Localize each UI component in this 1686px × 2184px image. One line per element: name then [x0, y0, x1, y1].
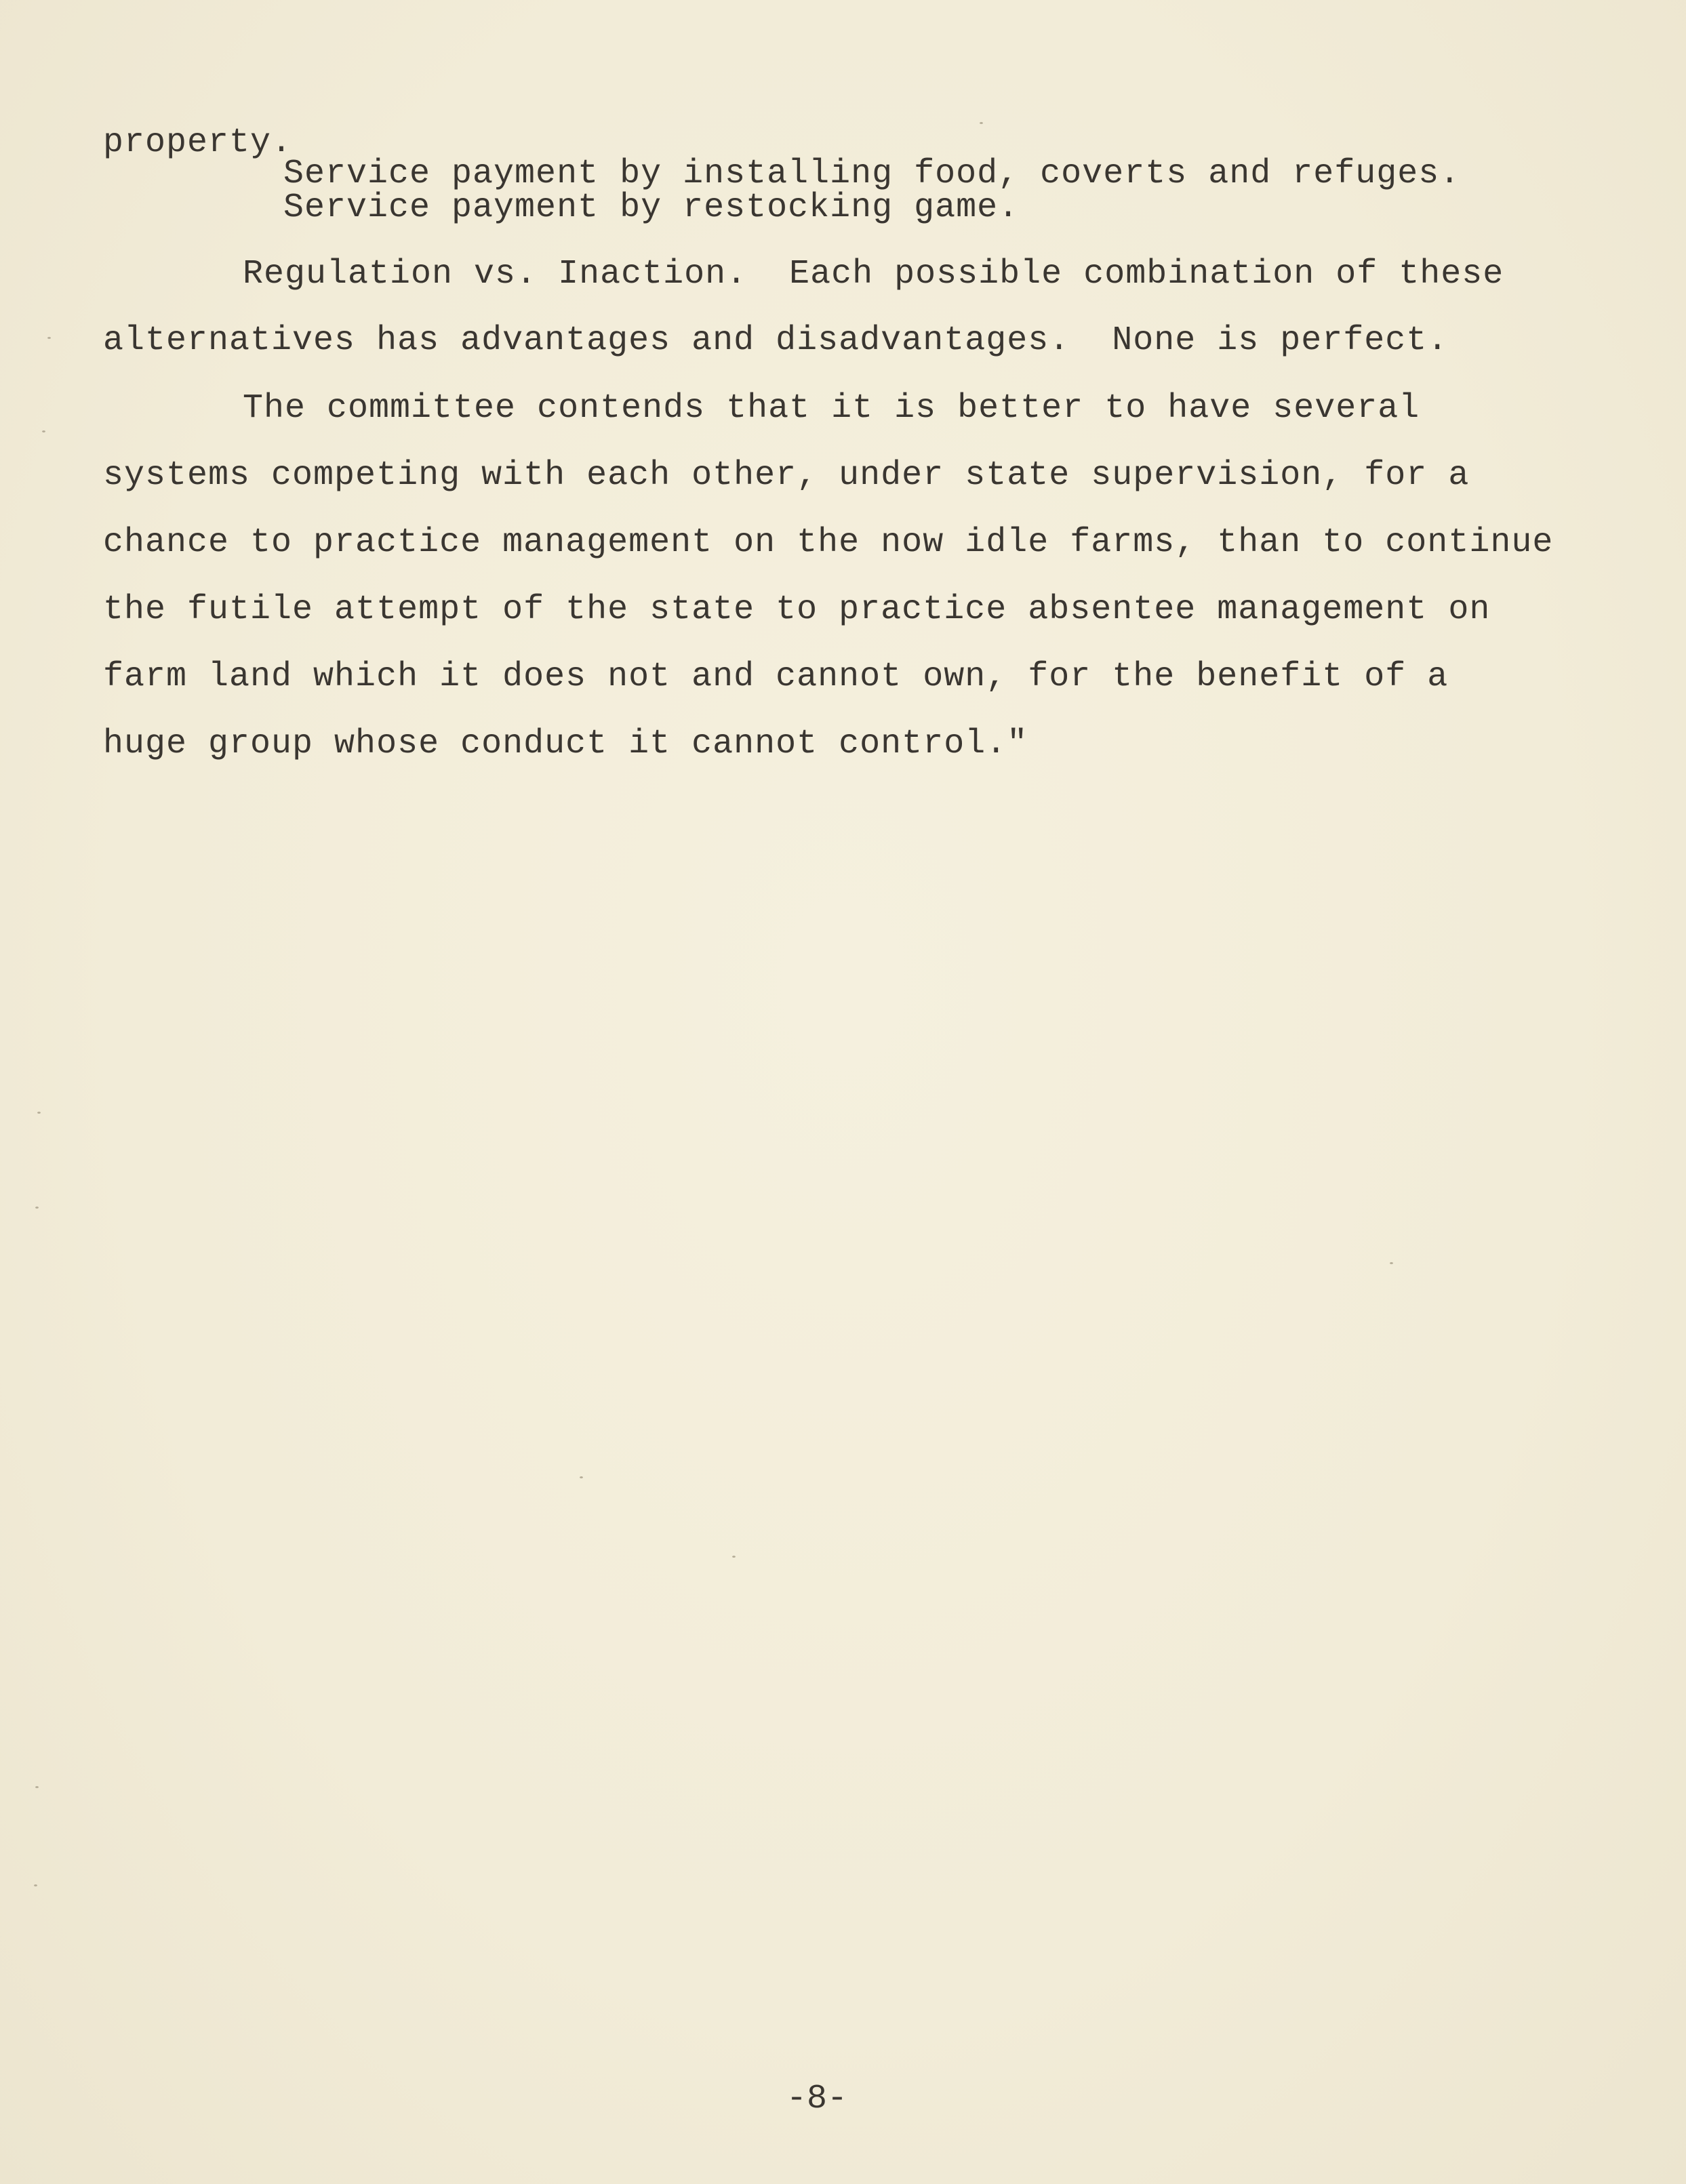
text-line-futile: the futile attempt of the state to practice absentee management on [103, 590, 1491, 629]
text-line-alternatives: alternatives has advantages and disadvantages. None is perfect. [103, 321, 1449, 360]
text-line-huge-group: huge group whose conduct it cannot control." [103, 725, 1028, 763]
text-line-property: property. [103, 123, 293, 162]
paper-speck [35, 1207, 39, 1209]
text-line-service-payment-food: Service payment by installing food, coverts and refuges. [283, 155, 1461, 193]
paper-speck [980, 122, 983, 124]
text-line-farm-land: farm land which it does not and cannot own, for the benefit of a [103, 658, 1449, 696]
text-line-committee: The committee contends that it is better to have several [243, 389, 1420, 428]
text-line-service-payment-restocking: Service payment by restocking game. [283, 188, 1020, 227]
paper-speck [580, 1476, 583, 1478]
text-line-regulation-heading: Regulation vs. Inaction. Each possible combination of these [243, 255, 1504, 294]
text-line-chance: chance to practice management on the now idle farms, than to continue [103, 523, 1554, 562]
text-line-systems: systems competing with each other, under state supervision, for a [103, 456, 1470, 495]
paper-speck [35, 1786, 39, 1788]
paper-speck [47, 337, 51, 339]
paper-speck [34, 1884, 37, 1886]
paper-speck [1390, 1262, 1393, 1264]
page-number: -8- [786, 2080, 848, 2118]
paper-speck [37, 1112, 41, 1114]
paper-speck [732, 1556, 736, 1558]
paper-speck [42, 430, 45, 432]
